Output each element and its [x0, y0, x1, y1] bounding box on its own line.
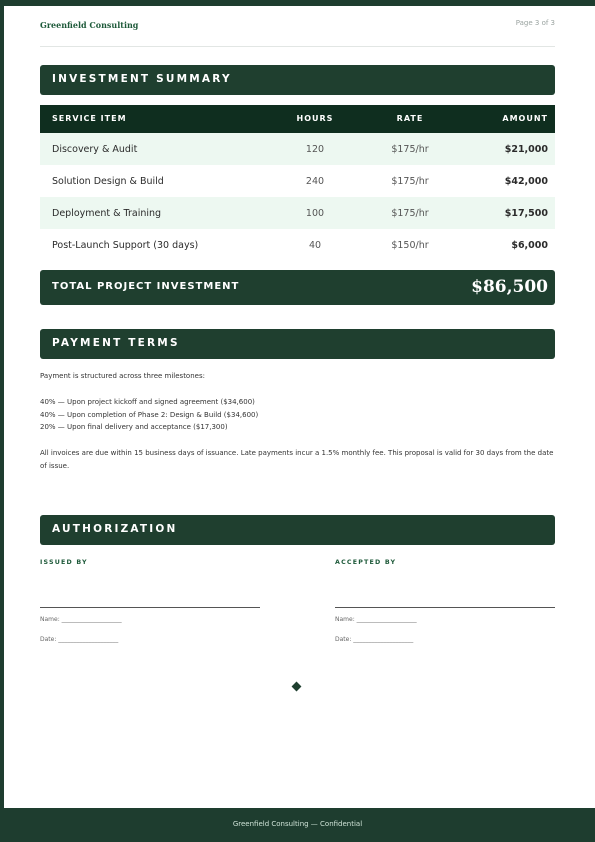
- date-field[interactable]: Date: ____________________: [40, 636, 119, 643]
- column-header-hours: HOURS: [296, 114, 334, 123]
- payment-terms-heading: [40, 329, 555, 359]
- document-page: [4, 6, 595, 808]
- total-value: $86,500: [471, 277, 548, 297]
- service-item: Post-Launch Support (30 days): [52, 240, 199, 251]
- table-row: [40, 165, 555, 197]
- column-header-rate: RATE: [396, 114, 424, 123]
- amount: $42,000: [504, 176, 548, 187]
- signature-line[interactable]: [335, 607, 555, 608]
- investment-summary-heading: [40, 65, 555, 95]
- payment-intro: Payment is structured across three milestones:: [40, 372, 205, 380]
- milestone-item: 40% — Upon completion of Phase 2: Design & Build ($34,600): [40, 410, 259, 419]
- rate: $175/hr: [391, 208, 429, 219]
- signature-line[interactable]: [40, 607, 260, 608]
- payment-note: All invoices are due within 15 business days of issuance. Late payments incur a 1.5% monthly fee. This proposal is valid for 30 days from the date of issue.: [40, 449, 554, 470]
- hours: 100: [305, 208, 325, 219]
- name-field[interactable]: Name: ____________________: [40, 616, 122, 623]
- page-number: Page 3 of 3: [515, 19, 555, 27]
- table-row: [40, 133, 555, 165]
- accepted-by-block: [335, 559, 555, 643]
- table-row: [40, 229, 555, 261]
- issued-by-label: ISSUED BY: [40, 559, 88, 566]
- total-label: TOTAL PROJECT INVESTMENT: [52, 281, 240, 292]
- table-header: [40, 105, 555, 133]
- milestone-item: 40% — Upon project kickoff and signed agreement ($34,600): [40, 397, 255, 406]
- authorization-heading: [40, 515, 555, 545]
- hours: 120: [305, 144, 325, 155]
- investment-table: [40, 105, 555, 261]
- page-footer: [0, 808, 595, 842]
- rate: $175/hr: [391, 176, 429, 187]
- section-title: PAYMENT TERMS: [52, 337, 180, 349]
- page-header: [40, 6, 555, 47]
- footer-text: Greenfield Consulting — Confidential: [232, 820, 363, 828]
- payment-terms-body: [40, 370, 555, 473]
- service-item: Deployment & Training: [52, 208, 162, 219]
- issued-by-block: [40, 559, 260, 643]
- amount: $17,500: [504, 208, 548, 219]
- section-title: AUTHORIZATION: [52, 523, 178, 535]
- milestone-item: 20% — Upon final delivery and acceptance ($17,300): [40, 423, 228, 432]
- table-row: [40, 197, 555, 229]
- hours: 40: [308, 240, 322, 251]
- section-title: INVESTMENT SUMMARY: [52, 73, 232, 85]
- diamond-ornament-icon: [292, 682, 302, 692]
- hours: 240: [305, 176, 325, 187]
- amount: $21,000: [504, 144, 548, 155]
- name-field[interactable]: Name: ____________________: [335, 616, 417, 623]
- rate: $150/hr: [391, 240, 429, 251]
- column-header-amount: AMOUNT: [502, 114, 548, 123]
- date-field[interactable]: Date: ____________________: [335, 636, 414, 643]
- rate: $175/hr: [391, 144, 429, 155]
- total-investment-bar: [40, 270, 555, 305]
- accepted-by-label: ACCEPTED BY: [335, 559, 397, 566]
- amount: $6,000: [511, 240, 548, 251]
- brand-name: Greenfield Consulting: [40, 20, 139, 30]
- service-item: Discovery & Audit: [52, 144, 138, 155]
- column-header-service-item: SERVICE ITEM: [52, 114, 127, 123]
- service-item: Solution Design & Build: [52, 176, 164, 187]
